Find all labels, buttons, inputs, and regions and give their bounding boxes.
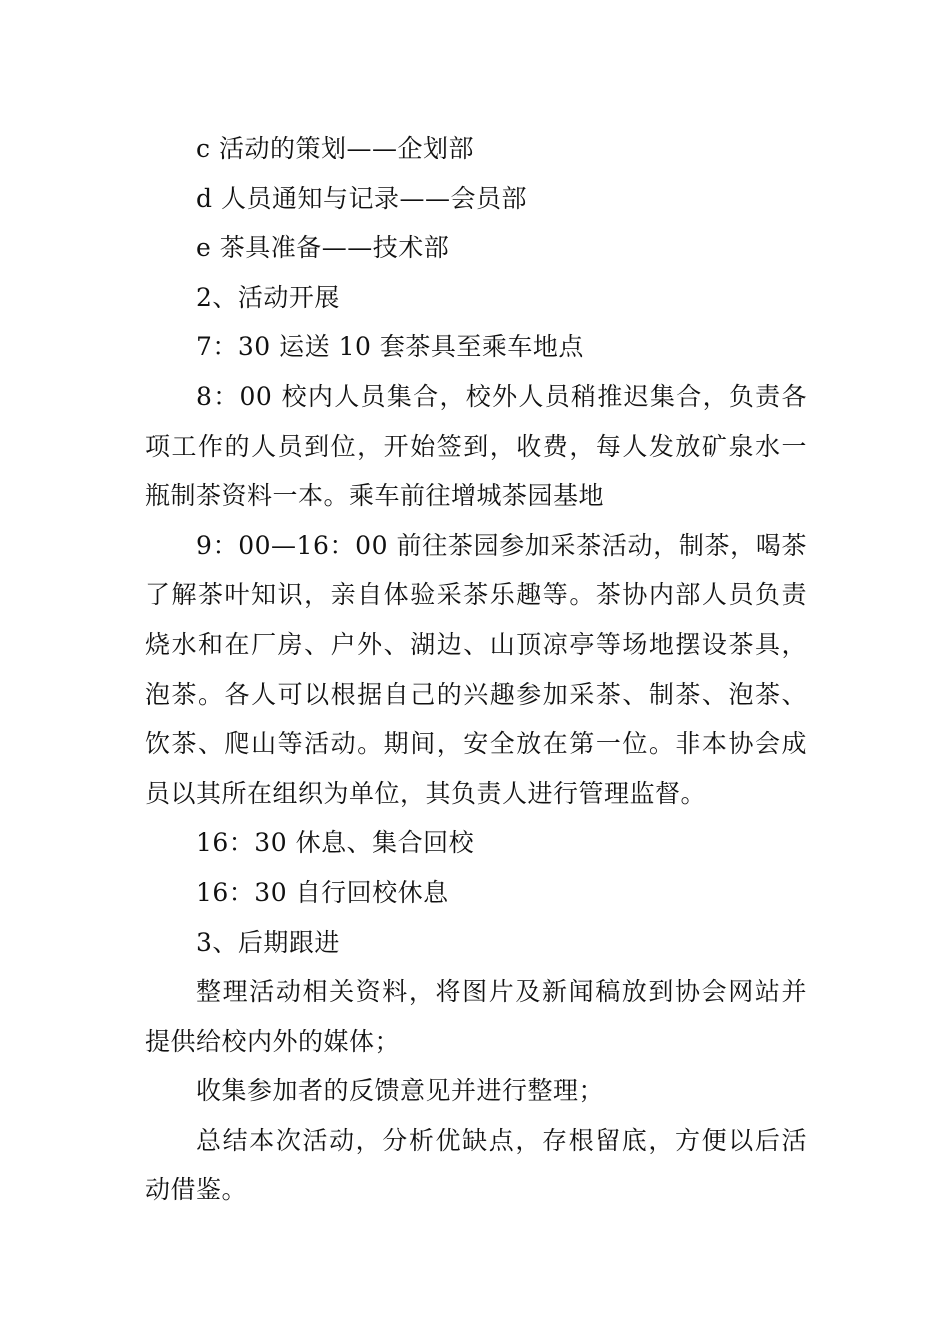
section-heading-follow-up: 3、后期跟进 bbox=[196, 927, 340, 957]
paragraph-task-tea-set: e 茶具准备——技术部 bbox=[196, 233, 450, 263]
paragraph-schedule-0800: 8：00 校内人员集合，校外人员稍推迟集合，负责各项工作的人员到位，开始签到，收费，每人发放矿泉水一瓶制茶资料一本。乘车前往增城茶园基地 bbox=[145, 381, 807, 511]
paragraph-task-planning: c 活动的策划——企划部 bbox=[196, 134, 474, 163]
paragraph-schedule-0730: 7：30 运送 10 套茶具至乘车地点 bbox=[196, 332, 584, 362]
paragraph-follow-up-feedback: 收集参加者的反馈意见并进行整理； bbox=[196, 1076, 605, 1106]
paragraph-schedule-1630-return: 16：30 自行回校休息 bbox=[196, 877, 449, 907]
section-heading-activity: 2、活动开展 bbox=[196, 282, 340, 312]
paragraph-schedule-0900: 9：00—16：00 前往茶园参加采茶活动，制茶，喝茶了解茶叶知识，亲自体验采茶乐趣等。茶协内部人员负责烧水和在厂房、户外、湖边、山顶凉亭等场地摆设茶具，泡茶。各人可以根据自己的兴趣参加采茶、制茶、泡茶、饮茶、爬山等活动。期间，安全放在第一位。非本协会成员以其所在组织为单位，其负责人进行管理监督。 bbox=[145, 530, 807, 808]
paragraph-follow-up-summary: 总结本次活动，分析优缺点，存根留底，方便以后活动借鉴。 bbox=[145, 1125, 807, 1205]
paragraph-follow-up-materials: 整理活动相关资料，将图片及新闻稿放到协会网站并提供给校内外的媒体； bbox=[145, 977, 807, 1056]
paragraph-task-notification: d 人员通知与记录——会员部 bbox=[196, 183, 527, 213]
paragraph-schedule-1630-rest: 16：30 休息、集合回校 bbox=[196, 828, 475, 858]
document-body bbox=[145, 124, 807, 1215]
